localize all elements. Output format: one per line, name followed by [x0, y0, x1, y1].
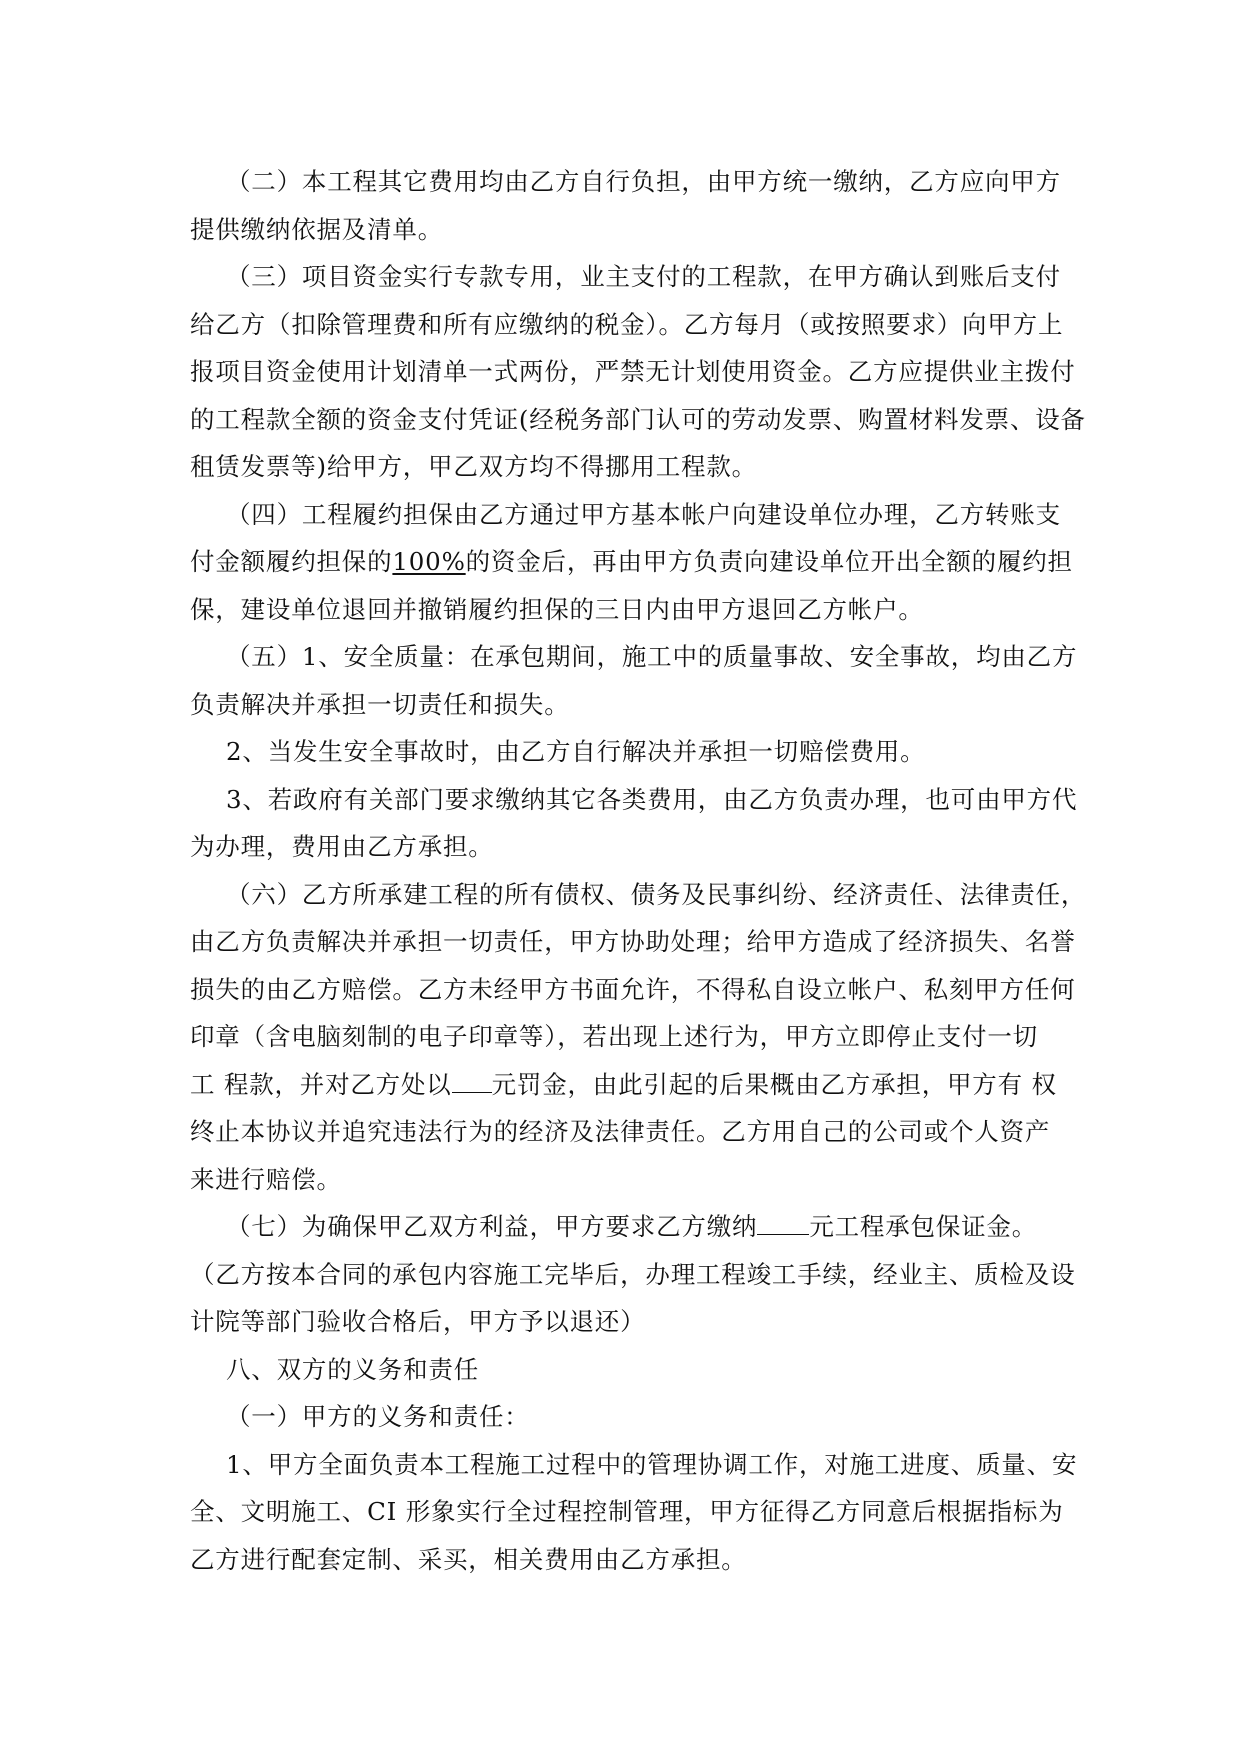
clause-5-item-2: 2、当发生安全事故时，由乙方自行解决并承担一切赔偿费用。 [226, 737, 926, 766]
clause-3-line-3: 报项目资金使用计划清单一式两份，严禁无计划使用资金。乙方应提供业主拨付 [190, 357, 1076, 386]
clause-5-item-3-line-1: 3、若政府有关部门要求缴纳其它各类费用，由乙方负责办理，也可由甲方代 [226, 784, 1078, 814]
clause-7-line-1-after: 元工程承包保证金。 [809, 1212, 1038, 1241]
clause-7-line-2: （乙方按本合同的承包内容施工完毕后，办理工程竣工手续，经业主、质检及设 [190, 1259, 1076, 1289]
clause-6-line-5-after: 元罚金，由此引起的后果概由乙方承担，甲方有 权 [491, 1069, 1057, 1099]
clause-3-line-2: 给乙方（扣除管理费和所有应缴纳的税金）。乙方每月（或按照要求）向甲方上 [190, 309, 1064, 339]
clause-3-line-1: （三）项目资金实行专款专用，业主支付的工程款，在甲方确认到账后支付 [226, 262, 1061, 291]
clause-3-line-5: 租赁发票等)给甲方，甲乙双方均不得挪用工程款。 [190, 452, 757, 481]
clause-7-line-1-before: （七）为确保甲乙双方利益，甲方要求乙方缴纳 [226, 1212, 758, 1241]
clause-7-line-1 [190, 1203, 1060, 1251]
clause-4-line-1: （四）工程履约担保由乙方通过甲方基本帐户向建设单位办理，乙方转账支 [226, 499, 1061, 529]
clause-6-line-6: 终止本协议并追究违法行为的经济及法律责任。乙方用自己的公司或个人资产 [190, 1117, 1051, 1146]
clause-6-line-1: （六）乙方所承建工程的所有债权、债务及民事纠纷、经济责任、法律责任， [226, 879, 1087, 909]
clause-4-line-3: 保，建设单位退回并撤销履约担保的三日内由甲方退回乙方帐户。 [190, 594, 924, 624]
deposit-amount-blank [757, 1212, 809, 1235]
penalty-amount-blank [452, 1070, 492, 1093]
clause-6-line-7: 来进行赔偿。 [190, 1164, 342, 1194]
clause-6-line-4: 印章（含电脑刻制的电子印章等），若出现上述行为，甲方立即停止支付一切 [190, 1022, 1038, 1051]
clause-5-item-3-line-2: 为办理，费用由乙方承担。 [190, 832, 494, 861]
clause-5-line-2: 负责解决并承担一切责任和损失。 [190, 689, 570, 719]
section-8-subheading-party-a: （一）甲方的义务和责任： [226, 1402, 530, 1431]
clause-6-line-3: 损失的由乙方赔偿。乙方未经甲方书面允许，不得私自设立帐户、私刻甲方任何 [190, 974, 1076, 1004]
section-8-heading: 八、双方的义务和责任 [226, 1354, 479, 1384]
section-8-item-1-line-2: 全、文明施工、CI 形象实行全过程控制管理，甲方征得乙方同意后根据指标为 [190, 1497, 1064, 1526]
clause-6-line-5-before: 工 程款，并对乙方处以 [190, 1069, 452, 1099]
clause-7-line-3: 计院等部门验收合格后，甲方予以退还） [190, 1307, 646, 1336]
clause-6-line-2: 由乙方负责解决并承担一切责任，甲方协助处理；给甲方造成了经济损失、名誉 [190, 927, 1076, 956]
clause-4-line-2-before: 付金额履约担保的 [190, 547, 393, 576]
section-8-item-1-line-3: 乙方进行配套定制、采买，相关费用由乙方承担。 [190, 1544, 747, 1574]
section-8-item-1-line-1: 1、甲方全面负责本工程施工过程中的管理协调工作，对施工进度、质量、安 [226, 1449, 1078, 1479]
clause-3-line-4: 的工程款全额的资金支付凭证(经税务部门认可的劳动发票、购置材料发票、设备 [190, 404, 1086, 434]
clause-2-line-2: 提供缴纳依据及清单。 [190, 214, 443, 244]
clause-4-line-2 [190, 538, 1073, 586]
clause-6-line-5 [190, 1061, 1060, 1109]
clause-5-line-1: （五）1、安全质量：在承包期间，施工中的质量事故、安全事故，均由乙方 [226, 642, 1078, 671]
clause-2-line-1: （二）本工程其它费用均由乙方自行负担，由甲方统一缴纳，乙方应向甲方 [226, 167, 1061, 196]
clause-4-line-2-after: 的资金后，再由甲方负责向建设单位开出全额的履约担 [465, 547, 1073, 576]
contract-body-text [190, 158, 1087, 1583]
guarantee-percentage: 100% [392, 547, 466, 576]
